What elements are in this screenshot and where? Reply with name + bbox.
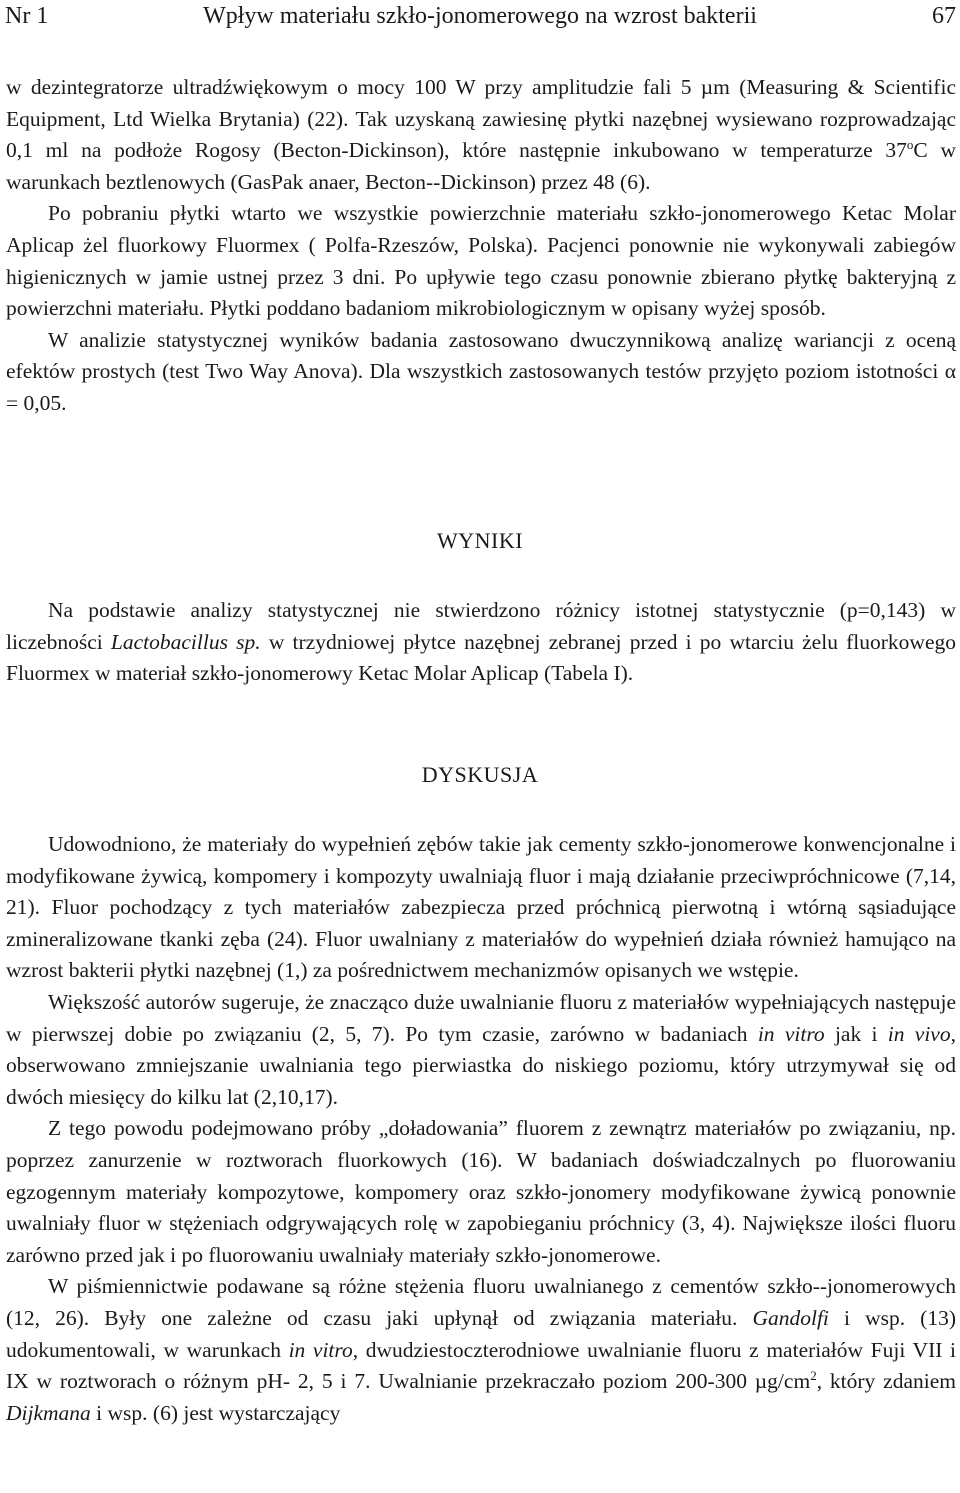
running-title: Wpływ materiału szkło-jonomerowego na wzrost bakterii	[203, 3, 757, 29]
methods-section	[6, 72, 956, 420]
discussion-paragraph-3: Z tego powodu podejmowano próby „doładowania” fluorem z zewnątrz materiałów po związaniu, np. poprzez zanurzenie w roztworach fluorkowych (16). W badaniach doświadczalnych po fluorowaniu egzogennym materiały kompozytowe, kompomery oraz szkło-jonomery modyfikowane żywicą ponownie uwalniały fluor w stężeniach odgrywających rolę w zapobieganiu próchnicy (3, 4). Największe ilości fluoru zarówno przed jak i po fluorowaniu uwalniały materiały szkło-jonomerowe.	[6, 1116, 956, 1267]
methods-paragraph-2: Po pobraniu płytki wtarto we wszystkie powierzchnie materiału szkło-jonomerowego Ketac Molar Aplicap żel fluorkowy Fluormex ( Polfa-Rzeszów, Polska). Pacjenci ponownie nie wykonywali zabiegów higienicznych w jamie ustnej przez 3 dni. Po upływie tego czasu ponownie zbierano płytkę bakteryjną z powierzchni materiału. Płytki poddano badaniom mikrobiologicznym w opisany wyżej sposób.	[6, 201, 956, 321]
running-header	[0, 0, 960, 40]
discussion-paragraph-4: W piśmiennictwie podawane są różne stężenia fluoru uwalnianego z cementów szkło-‑jonomerowych (12, 26). Były one zależne od czasu jaki upłynął od związania materiału. Gandolfi i wsp. (13) udokumentowali, w warunkach in vitro, dwudziestoczterodniowe uwalnianie fluoru z materiałów Fuji VII i IX w roztworach o różnym pH- 2, 5 i 7. Uwalnianie przekraczało poziom 200-300 $\mu g/cm^2$, który zdaniem Dijkmana i wsp. (6) jest wystarczający	[6, 1274, 956, 1425]
issue-number: Nr 1	[5, 3, 49, 29]
results-section	[6, 595, 956, 690]
methods-paragraph-3: W analizie statystycznej wyników badania zastosowano dwuczynnikową analizę wariancji z oceną efektów prostych (test Two Way Anova). Dla wszystkich zastosowanych testów przyjęto poziom istotności α = 0,05.	[6, 327, 956, 415]
discussion-heading: DYSKUSJA	[421, 762, 539, 787]
results-heading: WYNIKI	[436, 528, 524, 553]
methods-paragraph-1: w dezintegratorze ultradźwiękowym o mocy 100 W przy amplitudzie fali 5 µm (Measuring & Scientific Equipment, Ltd Wielka Brytania) (22). Tak uzyskaną zawiesinę płytki nazębnej wysiewano rozprowadzając 0,1 ml na podłoże Rogosy (Becton-Dickinson), które następnie inkubowano w temperaturze 37$^o$C w warunkach beztlenowych (GasPak anaer, Becton-‑Dickinson) przez 48 (6).	[6, 75, 956, 194]
discussion-paragraph-1: Udowodniono, że materiały do wypełnień zębów takie jak cementy szkło-jonomerowe konwencjonalne i modyfikowane żywicą, kompomery i kompozyty uwalniają fluor i mają działanie przeciwpróchnicowe (7,14, 21). Fluor pochodzący z tych materiałów zabezpiecza przed próchnicą pierwotną i wtórną sąsiadujące zmineralizowane tkanki zęba (24). Fluor uwalniany z materiałów do wypełnień działa również hamująco na wzrost bakterii płytki nazębnej (1,) za pośrednictwem mechanizmów opisanych we wstępie.	[6, 832, 956, 983]
results-paragraph-1: Na podstawie analizy statystycznej nie stwierdzono różnicy istotnej statystycznie (p=0,143) w liczebności Lactobacillus sp. w trzydniowej płytce nazębnej zebranej przed i po wtarciu żelu fluorkowego Fluormex w materiał szkło-jonomerowy Ketac Molar Aplicap (Tabela I).	[6, 598, 956, 686]
discussion-paragraph-2: Większość autorów sugeruje, że znacząco duże uwalnianie fluoru z materiałów wypełniających następuje w pierwszej dobie po związaniu (2, 5, 7). Po tym czasie, zarówno w badaniach in vitro jak i in vivo, obserwowano zmniejszanie uwalniania tego pierwiastka do niskiego poziomu, który utrzymywał się od dwóch miesięcy do kilku lat (2,10,17).	[6, 989, 956, 1109]
discussion-section	[6, 829, 956, 1429]
page-number: 67	[932, 3, 956, 29]
